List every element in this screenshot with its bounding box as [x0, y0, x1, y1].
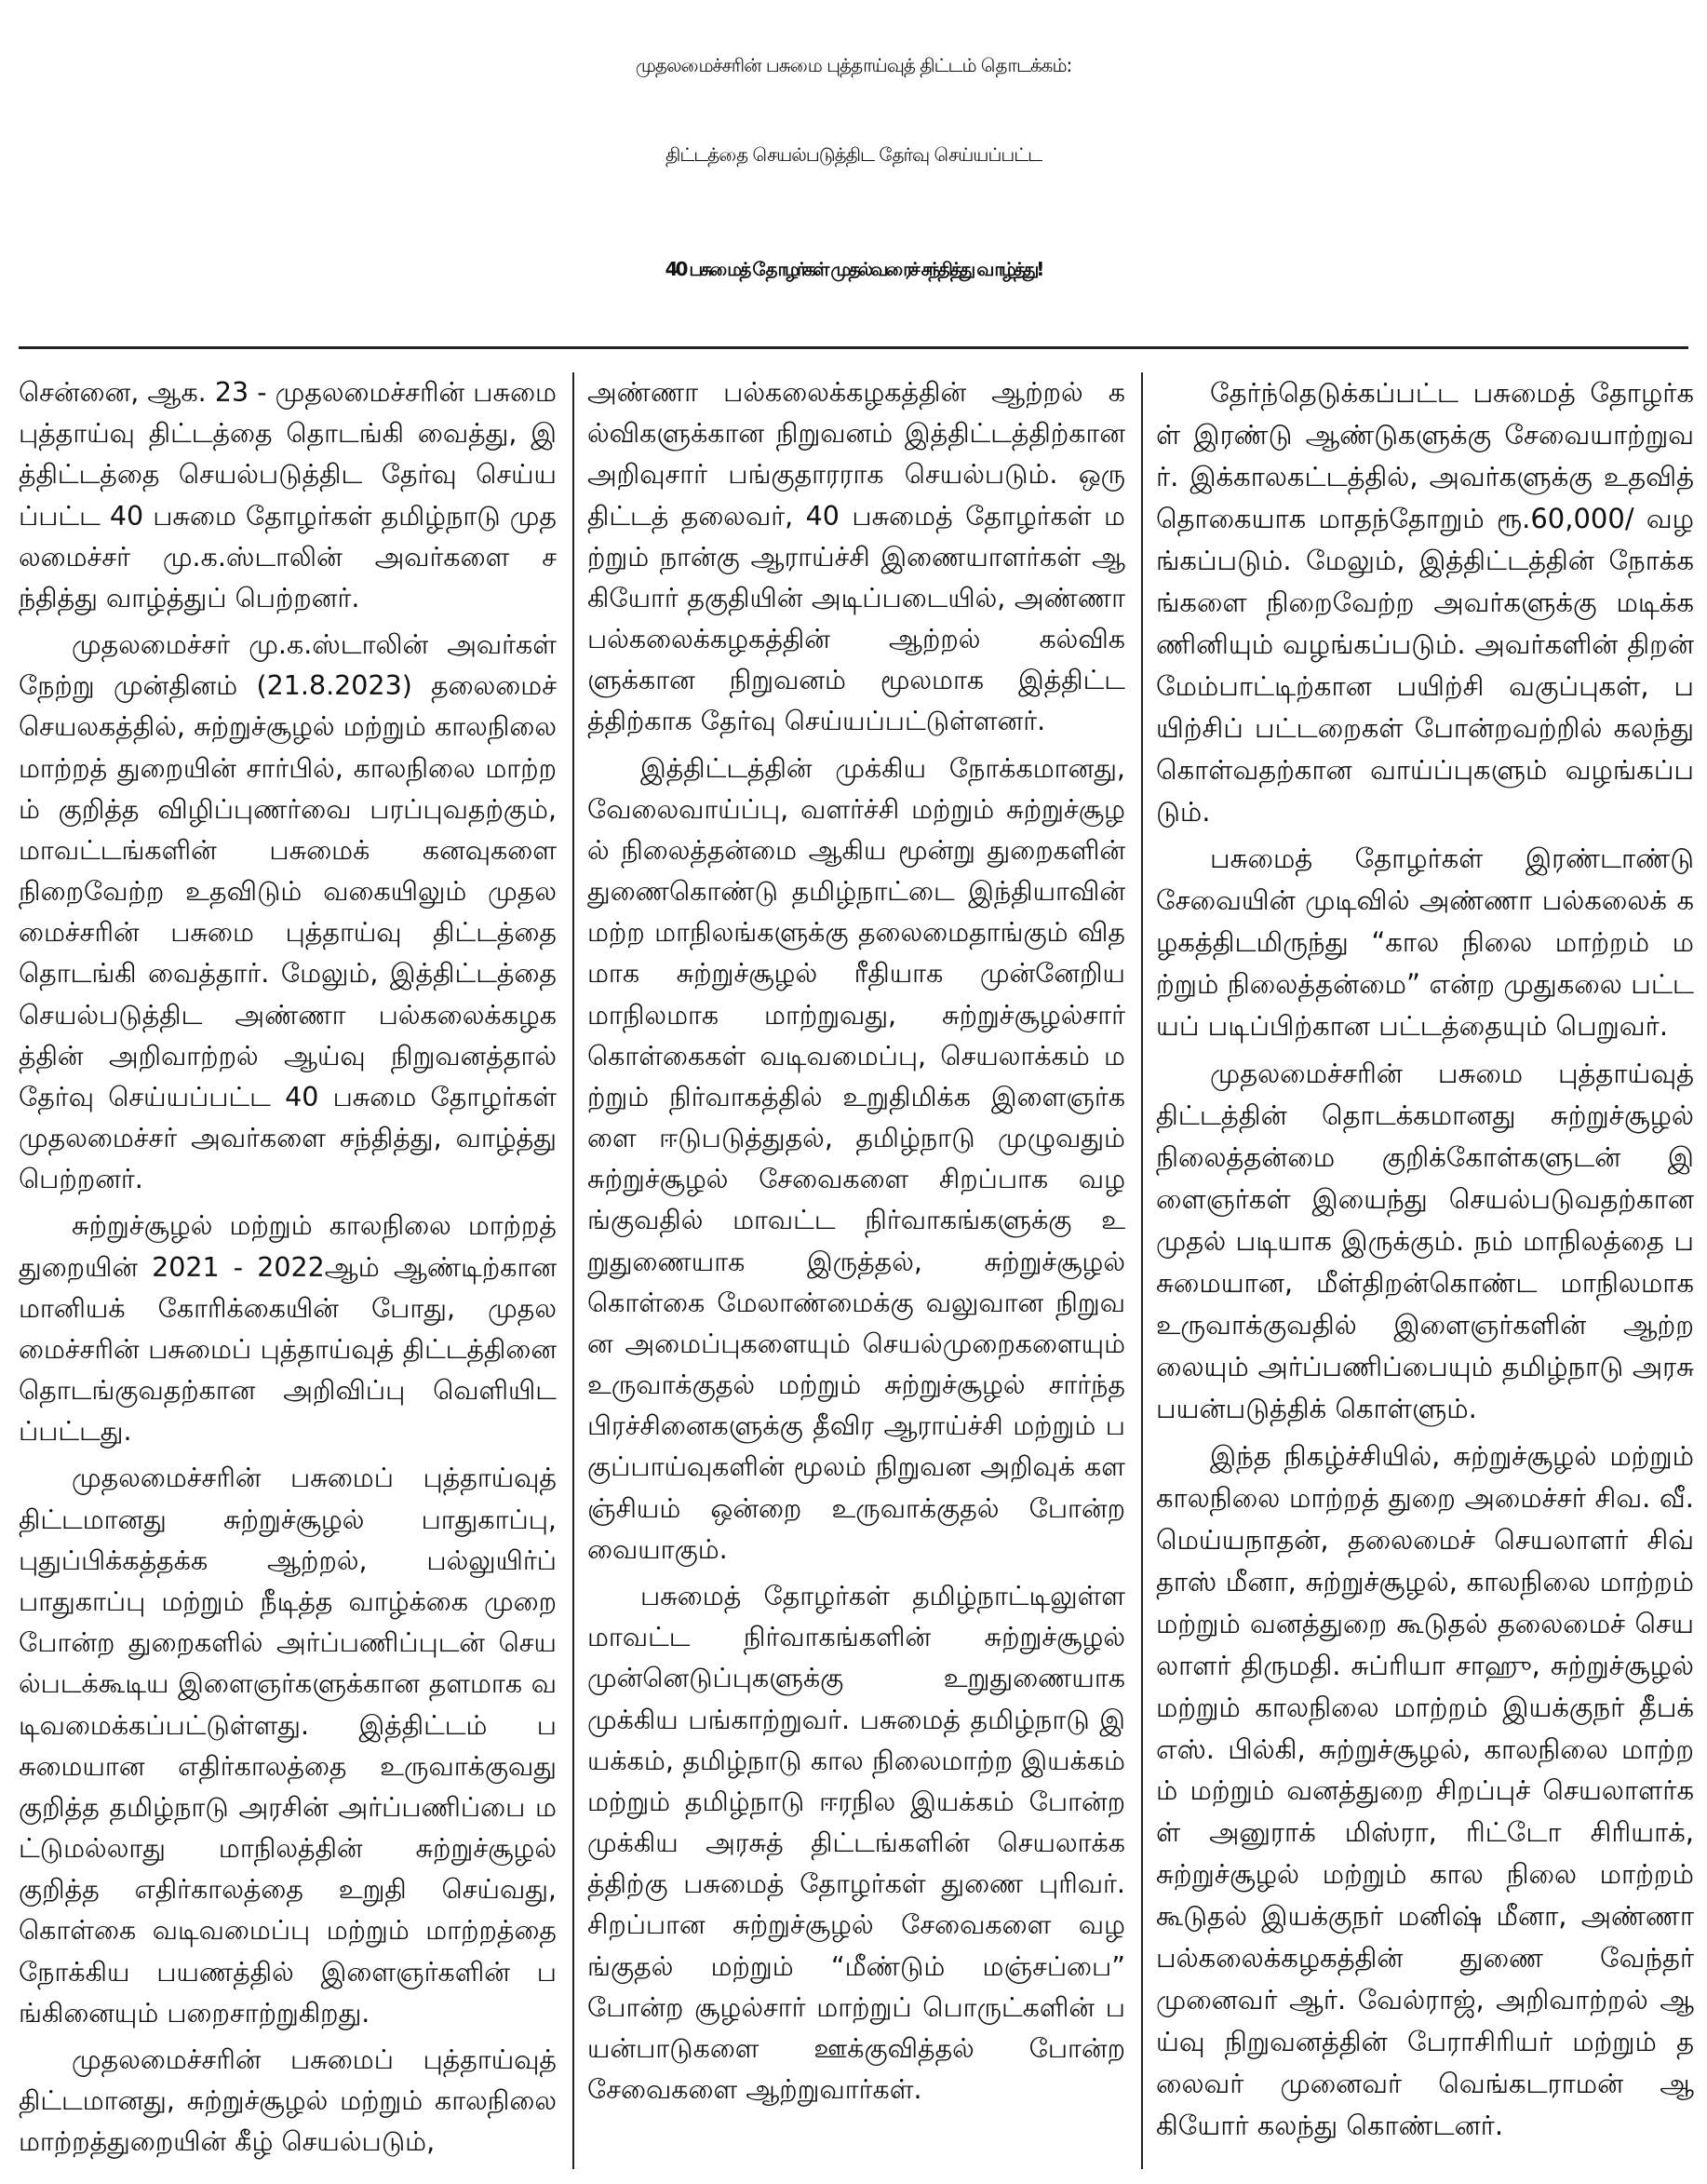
article-column-2: [587, 372, 1125, 2169]
paragraph: முதலமைச்சரின் பசுமைப் புத்தாய்வுத் திட்டமானது சுற்றுச்சூழல் பாதுகாப்பு, புதுப்பிக்கத்தக்க ஆற்றல், பல்லுயிர்ப் பாதுகாப்பு மற்றும் நீடித்த வாழ்க்கை முறை போன்ற துறைகளில் அர்ப்பணிப்புடன் செயல்படக்கூடிய இளைஞர்களுக்கான தளமாக வடிவமைக்கப்பட்டுள்ளது. இத்திட்டம் பசுமையான எதிர்காலத்தை உருவாக்குவது குறித்த தமிழ்நாடு அரசின் அர்ப்பணிப்பை மட்டுமல்லாது மாநிலத்தின் சுற்றுச்சூழல் குறித்த எதிர்காலத்தை உறுதி செய்வது, கொள்கை வடிவமைப்பு மற்றும் மாற்றத்தை நோக்கிய பயணத்தில் இளைஞர்களின் பங்கினையும் பறைசாற்றுகிறது.: [19, 1463, 557, 2029]
paragraph: சுற்றுச்சூழல் மற்றும் காலநிலை மாற்றத் துறையின் 2021 - 2022ஆம் ஆண்டிற்கான மானியக் கோரிக்கையின் போது, முதலமைச்சரின் பசுமைப் புத்தாய்வுத் திட்டத்தினை தொடங்குவதற்கான அறிவிப்பு வெளியிடப்பட்டது.: [19, 1210, 557, 1448]
paragraph: இத்திட்டத்தின் முக்கிய நோக்கமானது, வேலைவாய்ப்பு, வளர்ச்சி மற்றும் சுற்றுச்சூழல் நிலைத்தன்மை ஆகிய மூன்று துறைகளின் துணைகொண்டு தமிழ்நாட்டை இந்தியாவின் மற்ற மாநிலங்களுக்கு தலைமைதாங்கும் விதமாக சுற்றுச்சூழல் ரீதியாக முன்னேறிய மாநிலமாக மாற்றுவது, சுற்றுச்சூழல்சார் கொள்கைகள் வடிவமைப்பு, செயலாக்கம் மற்றும் நிர்வாகத்தில் உறுதிமிக்க இளைஞர்களை ஈடுபடுத்துதல், தமிழ்நாடு முழுவதும் சுற்றுச்சூழல் சேவைகளை சிறப்பாக வழங்குவதில் மாவட்ட நிர்வாகங்களுக்கு உறுதுணையாக இருத்தல், சுற்றுச்சூழல் கொள்கை மேலாண்மைக்கு வலுவான நிறுவன அமைப்புகளையும் செயல்முறைகளையும் உருவாக்குதல் மற்றும் சுற்றுச்சூழல் சார்ந்த பிரச்சினைகளுக்கு தீவிர ஆராய்ச்சி மற்றும் பகுப்பாய்வுகளின் மூலம் நிறுவன அறிவுக் களஞ்சியம் ஒன்றை உருவாக்குதல் போன்றவையாகும்.: [587, 752, 1125, 1565]
paragraph: இந்த நிகழ்ச்சியில், சுற்றுச்சூழல் மற்றும் காலநிலை மாற்றத் துறை அமைச்சர் சிவ. வீ. மெய்யநாதன், தலைமைச் செயலாளர் சிவ் தாஸ் மீனா, சுற்றுச்சூழல், காலநிலை மாற்றம் மற்றும் வனத்துறை கூடுதல் தலைமைச் செயலாளர் திருமதி. சுப்ரியா சாஹு, சுற்றுச்சூழல் மற்றும் காலநிலை மாற்றம் இயக்குநர் தீபக் எஸ். பில்கி, சுற்றுச்சூழல், காலநிலை மாற்றம் மற்றும் வனத்துறை சிறப்புச் செயலாளர்கள் அனுராக் மிஸ்ரா, ரிட்டோ சிரியாக், சுற்றுச்சூழல் மற்றும் கால நிலை மாற்றம் கூடுதல் இயக்குநர் மனிஷ் மீனா, அண்ணா பல்கலைக்கழகத்தின் துணை வேந்தர் முனைவர் ஆர். வேல்ராஜ், அறிவாற்றல் ஆய்வு நிறுவனத்தின் பேராசிரியர் மற்றும் தலைவர் முனைவர் வெங்கடராமன் ஆகியோர் கலந்து கொண்டனர்.: [1156, 1439, 1694, 2142]
headline-line-3: 40 பசுமைத் தோழர்கள் முதல்வரைச் சந்தித்து வாழ்த்து!: [665, 258, 1042, 280]
paragraph: முதலமைச்சரின் பசுமை புத்தாய்வுத் திட்டத்தின் தொடக்கமானது சுற்றுச்சூழல் நிலைத்தன்மை குறிக்கோள்களுடன் இளைஞர்கள் இயைந்து செயல்படுவதற்கான முதல் படியாக இருக்கும். நம் மாநிலத்தை பசுமையான, மீள்திறன்கொண்ட மாநிலமாக உருவாக்குவதில் இளைஞர்களின் ஆற்றலையும் அர்ப்பணிப்பையும் தமிழ்நாடு அரசு பயன்படுத்திக் கொள்ளும்.: [1156, 1058, 1694, 1424]
paragraph: முதலமைச்சரின் பசுமைப் புத்தாய்வுத் திட்டமானது, சுற்றுச்சூழல் மற்றும் காலநிலை மாற்றத்துறையின் கீழ் செயல்படும்,: [19, 2043, 557, 2158]
column-divider: [572, 372, 574, 2169]
paragraph: அண்ணா பல்கலைக்கழகத்தின் ஆற்றல் கல்விகளுக்கான நிறுவனம் இத்திட்டத்திற்கான அறிவுசார் பங்குதாரராக செயல்படும். ஒரு திட்டத் தலைவர், 40 பசுமைத் தோழர்கள் மற்றும் நான்கு ஆராய்ச்சி இணையாளர்கள் ஆகியோர் தகுதியின் அடிப்படையில், அண்ணா பல்கலைக்கழகத்தின் ஆற்றல் கல்விகளுக்கான நிறுவனம் மூலமாக இத்திட்டத்திற்காக தேர்வு செய்யப்பட்டுள்ளனர்.: [587, 377, 1125, 737]
paragraph: பசுமைத் தோழர்கள் இரண்டாண்டு சேவையின் முடிவில் அண்ணா பல்கலைக் கழகத்திடமிருந்து “கால நிலை மாற்றம் மற்றும் நிலைத்தன்மை” என்ற முதுகலை பட்டயப் படிப்பிற்கான பட்டத்தையும் பெறுவர்.: [1156, 843, 1694, 1043]
paragraph: தேர்ந்தெடுக்கப்பட்ட பசுமைத் தோழர்கள் இரண்டு ஆண்டுகளுக்கு சேவையாற்றுவர். இக்காலகட்டத்தில், அவர்களுக்கு உதவித் தொகையாக மாதந்தோறும் ரூ.60,000/ வழங்கப்படும். மேலும், இத்திட்டத்தின் நோக்கங்களை நிறைவேற்ற அவர்களுக்கு மடிக்கணினியும் வழங்கப்படும். அவர்களின் திறன் மேம்பாட்டிற்கான பயிற்சி வகுப்புகள், பயிற்சிப் பட்டறைகள் போன்றவற்றில் கலந்து கொள்வதற்கான வாய்ப்புகளும் வழங்கப்படும்.: [1156, 377, 1694, 828]
paragraph: முதலமைச்சர் மு.க.ஸ்டாலின் அவர்கள் நேற்று முன்தினம் (21.8.2023) தலைமைச் செயலகத்தில், சுற்றுச்சூழல் மற்றும் காலநிலை மாற்றத் துறையின் சார்பில், காலநிலை மாற்றம் குறித்த விழிப்புணர்வை பரப்புவதற்கும், மாவட்டங்களின் பசுமைக் கனவுகளை நிறைவேற்ற உதவிடும் வகையிலும் முதலமைச்சரின் பசுமை புத்தாய்வு திட்டத்தை தொடங்கி வைத்தார். மேலும், இத்திட்டத்தை செயல்படுத்திட அண்ணா பல்கலைக்கழகத்தின் அறிவாற்றல் ஆய்வு நிறுவனத்தால் தேர்வு செய்யப்பட்ட 40 பசுமை தோழர்கள் முதலமைச்சர் அவர்களை சந்தித்து, வாழ்த்து பெற்றனர்.: [19, 629, 557, 1195]
column-divider: [1141, 372, 1143, 2169]
headline-line-2: திட்டத்தை செயல்படுத்திட தேர்வு செய்யப்பட்ட: [665, 143, 1042, 166]
paragraph: பசுமைத் தோழர்கள் தமிழ்நாட்டிலுள்ள மாவட்ட நிர்வாகங்களின் சுற்றுச்சூழல் முன்னெடுப்புகளுக்கு உறுதுணையாக முக்கிய பங்காற்றுவர். பசுமைத் தமிழ்நாடு இயக்கம், தமிழ்நாடு கால நிலைமாற்ற இயக்கம் மற்றும் தமிழ்நாடு ஈரநில இயக்கம் போன்ற முக்கிய அரசுத் திட்டங்களின் செயலாக்கத்திற்கு பசுமைத் தோழர்கள் துணை புரிவர். சிறப்பான சுற்றுச்சூழல் சேவைகளை வழங்குதல் மற்றும் “மீண்டும் மஞ்சப்பை” போன்ற சூழல்சார் மாற்றுப் பொருட்களின் பயன்பாடுகளை ஊக்குவித்தல் போன்ற சேவைகளை ஆற்றுவார்கள்.: [587, 1580, 1125, 2106]
headline-rule: [19, 346, 1688, 349]
paragraph: சென்னை, ஆக. 23 - முதலமைச்சரின் பசுமை புத்தாய்வு திட்டத்தை தொடங்கி வைத்து, இத்திட்டத்தை செயல்படுத்திட தேர்வு செய்யப்பட்ட 40 பசுமை தோழர்கள் தமிழ்நாடு முதலமைச்சர் மு.க.ஸ்டாலின் அவர்களை சந்தித்து வாழ்த்துப் பெற்றனர்.: [19, 377, 557, 613]
article-column-3: [1156, 372, 1694, 2169]
article-columns: [19, 372, 1694, 2169]
headline-line-1: முதலமைச்சரின் பசுமை புத்தாய்வுத் திட்டம் தொடக்கம்:: [635, 54, 1072, 76]
article-column-1: [19, 372, 557, 2169]
